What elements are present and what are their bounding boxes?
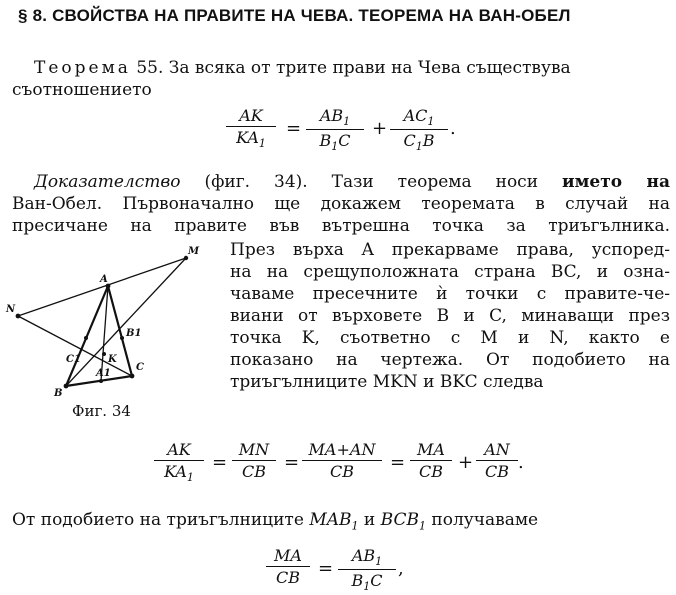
formula-2-end: . — [518, 452, 524, 473]
formula-2-f1-den: $KA_1$ — [164, 462, 194, 485]
formula-1 — [226, 106, 486, 156]
formula-3-rhs-den: $B_1C$ — [351, 571, 383, 594]
proof-right-7: триъгълниците MKN и BKC следва — [230, 372, 544, 392]
proof-text-1a: (фиг. 34). Тази теорема носи — [204, 172, 539, 192]
para-2 — [12, 510, 538, 536]
proof-label: Доказателство — [34, 172, 181, 192]
formula-2-frac-5 — [476, 440, 518, 481]
formula-2-f2-den: CB — [242, 462, 266, 481]
fig-label-m: M — [188, 246, 200, 257]
fig-label-b: B — [54, 388, 63, 399]
theorem-label: Теорема — [34, 58, 131, 78]
formula-1-t1-num: $AB_1$ — [319, 106, 351, 129]
figure-caption: Фиг. 34 — [72, 402, 131, 420]
fig-label-k: K — [108, 354, 117, 365]
section-heading: § 8. СВОЙСТВА НА ПРАВИТЕ НА ЧЕВА. ТЕОРЕМА НА ВАН-ОБЕЛ — [18, 6, 571, 25]
proof-line-1 — [34, 172, 670, 192]
formula-2-f4-num: MA — [417, 440, 445, 459]
proof-right-5: точка K, съответно с M и N, както е — [230, 328, 670, 348]
formula-3-lhs — [266, 546, 310, 587]
proof-right-6: показано на чертежа. От подобието на — [230, 350, 670, 370]
formula-3-rhs — [338, 546, 396, 593]
formula-3-lhs-num: MA — [274, 546, 302, 565]
formula-3-eq: = — [318, 558, 334, 579]
formula-1-t1-den: $B_1C$ — [319, 131, 351, 154]
formula-2-f3-den: CB — [330, 462, 354, 481]
formula-2-frac-1 — [154, 440, 204, 484]
formula-2-eq-1: = — [212, 452, 228, 473]
formula-2-f1-num: AK — [167, 440, 191, 459]
theorem-number: 55. — [136, 58, 164, 78]
formula-2-frac-4 — [410, 440, 452, 481]
formula-1-lhs — [226, 106, 276, 150]
formula-2-f5-den: CB — [485, 462, 509, 481]
proof-line-3: пресичане на правите във вътрешна точка за триъгълника. — [12, 216, 670, 236]
proof-line-2: Ван-Обел. Първоначално ще докажем теоремата в случай на — [12, 194, 670, 214]
formula-2-frac-2 — [232, 440, 276, 481]
formula-3-end: , — [398, 558, 404, 579]
fig-label-n: N — [6, 304, 16, 315]
formula-2-f5-num: AN — [484, 440, 510, 459]
formula-2-f2-num: MN — [238, 440, 270, 459]
formula-1-lhs-den: $KA_1$ — [236, 128, 266, 151]
fig-label-b1: B1 — [126, 328, 142, 339]
fig-label-a: A — [100, 274, 108, 285]
formula-1-eq: = — [286, 118, 302, 139]
theorem-text-2: съотношението — [12, 80, 152, 100]
formula-1-lhs-num: AK — [239, 106, 263, 125]
proof-right-3: чаваме пресечните ѝ точки с правите-че- — [230, 284, 670, 304]
proof-right-4: виани от върховете B и C, минаващи през — [230, 306, 670, 326]
theorem-line-1 — [34, 58, 670, 78]
formula-1-term-1 — [306, 106, 364, 153]
fig-label-a1: A1 — [96, 368, 111, 379]
para-2-text-b: получаваме — [431, 510, 539, 530]
para-2-triangle-1: $MAB_1$ — [309, 510, 359, 533]
para-2-text-a: От подобието на триъгълниците — [12, 510, 304, 530]
theorem-line-2 — [12, 80, 152, 100]
fig-label-c1: C1 — [66, 354, 81, 365]
formula-2 — [154, 440, 534, 490]
formula-3-rhs-num: $AB_1$ — [351, 546, 383, 569]
theorem-text-1: За всяка от трите прави на Чева съществува — [168, 58, 571, 78]
formula-2-f4-den: CB — [419, 462, 443, 481]
formula-1-t2-num: $AC_1$ — [403, 106, 435, 129]
formula-1-end: . — [450, 118, 456, 139]
formula-3-lhs-den: CB — [276, 568, 300, 587]
formula-3 — [266, 546, 426, 592]
proof-text-1b: името на — [562, 172, 670, 192]
formula-2-eq-2: = — [284, 452, 300, 473]
para-2-triangle-2: $BCB_1$ — [380, 510, 426, 533]
formula-1-t2-den: $C_1B$ — [403, 131, 435, 154]
formula-1-term-2 — [390, 106, 448, 153]
para-2-and: и — [363, 510, 376, 530]
formula-2-eq-3: = — [390, 452, 406, 473]
proof-right-1: През върха A прекарваме права, успоред- — [230, 240, 670, 260]
formula-2-frac-3 — [302, 440, 382, 481]
formula-2-plus: + — [458, 452, 474, 473]
formula-2-f3-num: MA+AN — [308, 440, 376, 459]
figure-34 — [0, 240, 230, 410]
proof-right-2: на на срещуположната страна BC, и озна- — [230, 262, 670, 282]
fig-label-c: C — [136, 362, 144, 373]
formula-1-plus: + — [372, 118, 388, 139]
